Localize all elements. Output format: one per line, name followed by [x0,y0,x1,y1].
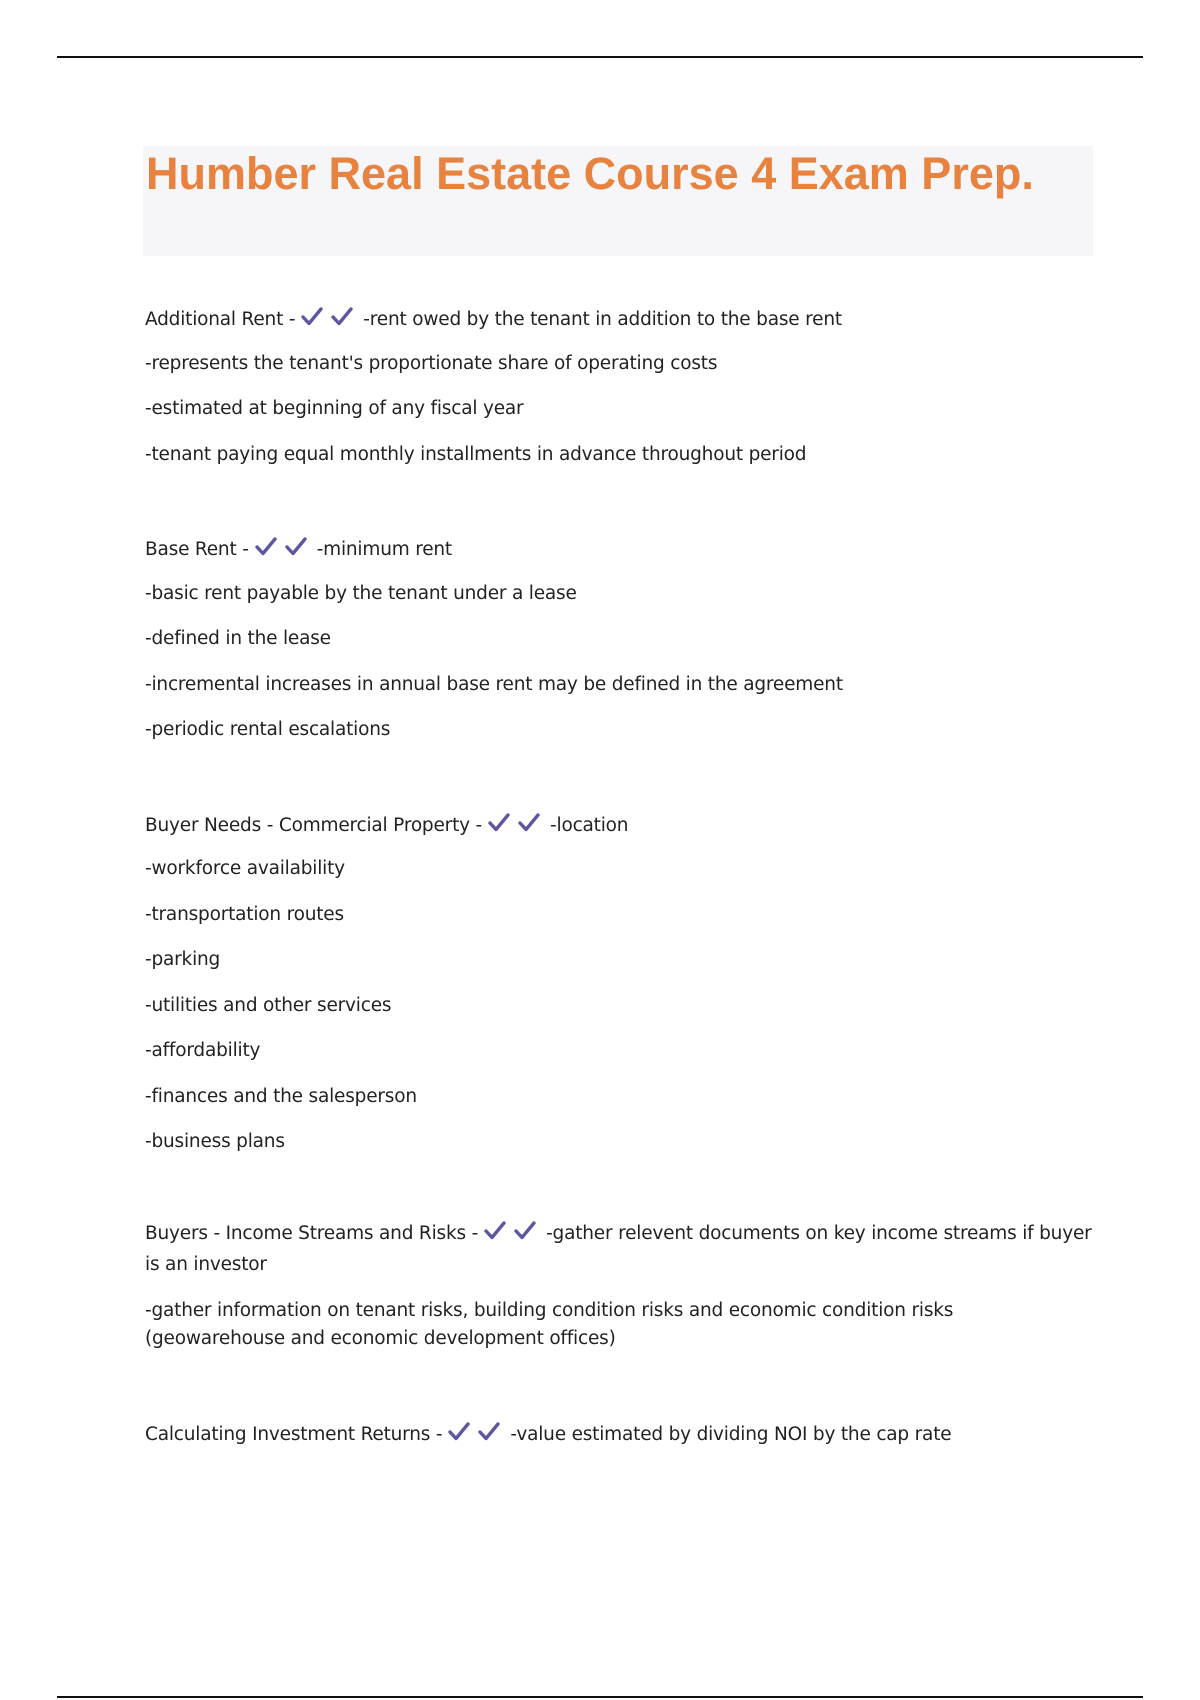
page-title: Humber Real Estate Course 4 Exam Prep. [146,148,1034,199]
entry-line: -represents the tenant's proportionate share of operating costs [145,353,718,374]
entry-term: Buyer Needs - Commercial Property - [145,815,483,836]
double-check [254,536,314,565]
entry-first-line: -minimum rent [316,539,452,560]
check-icon [487,812,511,834]
entry-line: -defined in the lease [145,628,331,649]
entry-heading-line [145,306,842,335]
header-rule [57,56,1143,58]
entry-line: -basic rent payable by the tenant under a lease [145,583,577,604]
entry-line: -incremental increases in annual base rent may be defined in the agreement [145,674,843,695]
footer-rule [57,1696,1143,1698]
entry-first-line: -gather relevent documents on key income streams if buyer is an investor [145,1223,1092,1275]
entry-term: Buyers - Income Streams and Risks - [145,1223,479,1244]
check-icon [330,306,354,328]
entry-term: Base Rent - [145,539,249,560]
check-icon [513,1220,537,1242]
entry-heading-line [145,812,628,841]
double-check [487,812,547,841]
double-check [447,1421,507,1450]
check-icon [517,812,541,834]
double-check [300,306,360,335]
entry-line: -gather information on tenant risks, building condition risks and economic condition risks (geowarehouse and economic development offices) [145,1300,954,1349]
entry-line: -estimated at beginning of any fiscal year [145,398,524,419]
check-icon [483,1220,507,1242]
double-check [483,1220,543,1251]
entry-heading-line [145,1421,951,1450]
check-icon [284,536,308,558]
check-icon [300,306,324,328]
entry-line: -parking [145,949,221,970]
entry-first-line: -value estimated by dividing NOI by the cap rate [510,1424,952,1445]
entry-term: Calculating Investment Returns - [145,1424,443,1445]
entry-line: -affordability [145,1040,261,1061]
entry-heading-line [145,1220,1095,1279]
check-icon [254,536,278,558]
check-icon [447,1421,471,1443]
entry-line: -utilities and other services [145,995,392,1016]
entry-first-line: -location [550,815,629,836]
entry-line: -workforce availability [145,858,345,879]
entry-line: -transportation routes [145,904,344,925]
entry-line: -finances and the salesperson [145,1086,417,1107]
entry-line: -business plans [145,1131,285,1152]
check-icon [477,1421,501,1443]
entry-line: -tenant paying equal monthly installments in advance throughout period [145,444,807,465]
entry-heading-line [145,536,452,565]
entry-term: Additional Rent - [145,309,296,330]
entry-first-line: -rent owed by the tenant in addition to the base rent [363,309,842,330]
entry-line: -periodic rental escalations [145,719,391,740]
